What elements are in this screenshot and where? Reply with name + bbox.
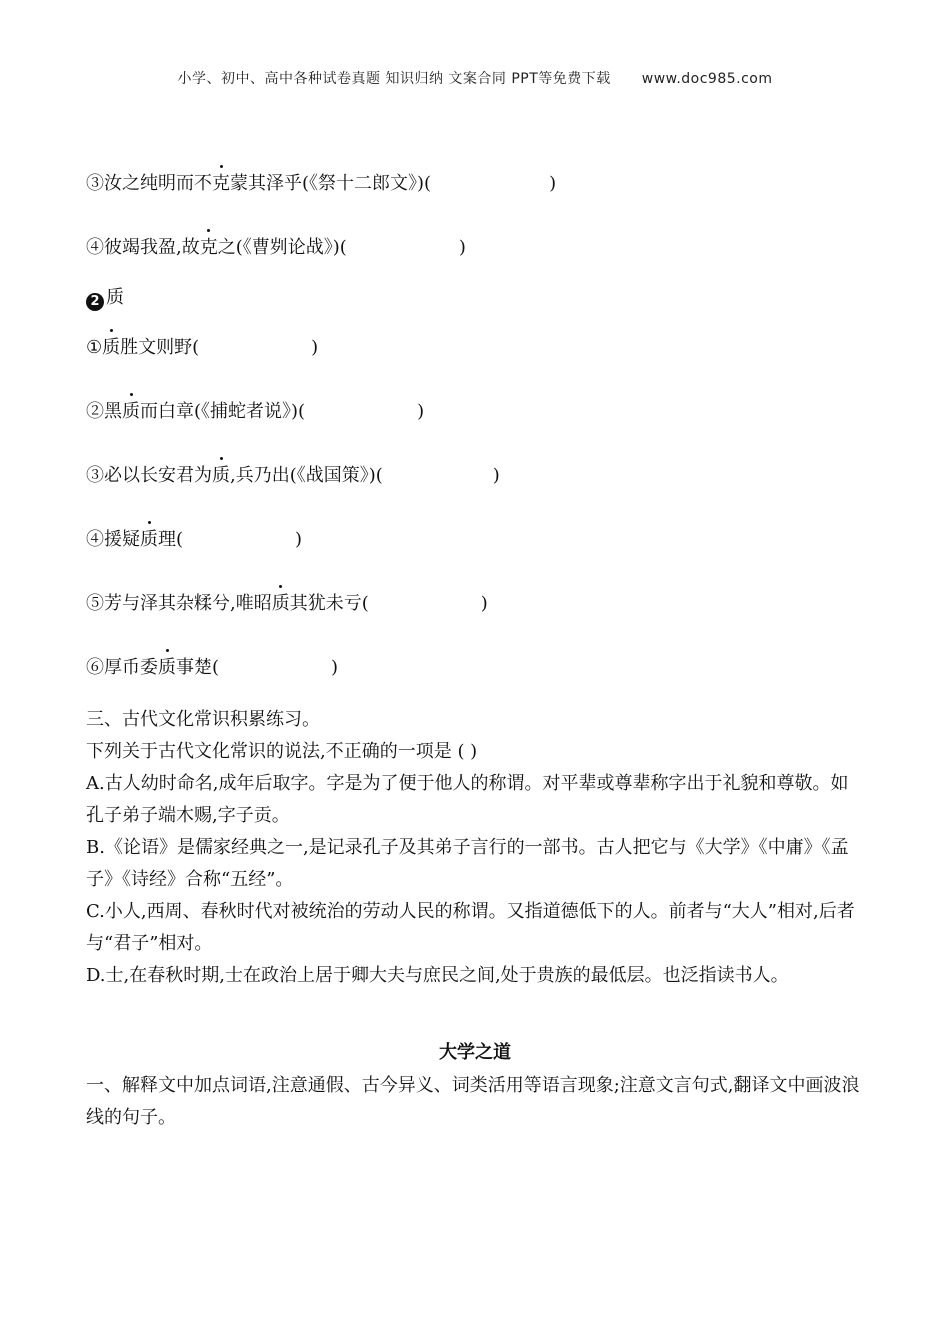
dotted-char: 质 — [122, 399, 140, 425]
section3-question: 下列关于古代文化常识的说法,不正确的一项是 ( ) — [86, 741, 478, 762]
number-marker: 2 — [86, 293, 104, 311]
dotted-char: 克 — [212, 171, 230, 197]
zhi-item-1: ①质胜文则野( ) — [86, 335, 318, 361]
option-d: D.士,在春秋时期,士在政治上居于卿大夫与庶民之间,处于贵族的最低层。也泛指读书人。 — [86, 965, 789, 986]
dotted-char: 质 — [102, 335, 120, 361]
dotted-char: 质 — [158, 655, 176, 681]
dotted-char: 质 — [212, 463, 230, 489]
header-url[interactable]: www.doc985.com — [641, 71, 773, 87]
page-header — [0, 68, 950, 88]
section3 — [86, 704, 866, 992]
dotted-char: 质 — [140, 527, 158, 553]
option-a: A.古人幼时命名,成年后取字。字是为了便于他人的称谓。对平辈或尊辈称字出于礼貌和尊敬。如孔子弟子端木赐,字子贡。 — [86, 773, 849, 826]
section3-heading: 三、古代文化常识积累练习。 — [86, 709, 320, 730]
zhi-item-6: ⑥厚币委质事楚( ) — [86, 655, 338, 681]
dotted-char: 克 — [200, 235, 218, 261]
ke-item-3: ③汝之纯明而不克蒙其泽乎(《祭十二郎文》)( ) — [86, 171, 556, 197]
header-text: 小学、初中、高中各种试卷真题 知识归纳 文案合同 PPT等免费下载 — [177, 71, 611, 87]
option-c: C.小人,西周、春秋时代对被统治的劳动人民的称谓。又指道德低下的人。前者与“大人”相对,后者与“君子”相对。 — [86, 901, 855, 954]
zhi-item-2: ②黑质而白章(《捕蛇者说》)( ) — [86, 399, 424, 425]
section-zhi-heading: 2 质 — [86, 285, 124, 311]
zhi-item-3: ③必以长安君为质,兵乃出(《战国策》)( ) — [86, 463, 500, 489]
zhi-item-5: ⑤芳与泽其杂糅兮,唯昭质其犹未亏( ) — [86, 591, 488, 617]
section-title: 大学之道 — [439, 1042, 511, 1063]
option-b: B.《论语》是儒家经典之一,是记录孔子及其弟子言行的一部书。古人把它与《大学》《中庸》《孟子》《诗经》合称“五经”。 — [86, 837, 849, 890]
instruction: 一、解释文中加点词语,注意通假、古今异义、词类活用等语言现象;注意文言句式,翻译文中画波浪线的句子。 — [86, 1075, 860, 1128]
ke-item-4: ④彼竭我盈,故克之(《曹刿论战》)( ) — [86, 235, 466, 261]
dotted-char: 质 — [272, 591, 290, 617]
zhi-item-4: ④援疑质理( ) — [86, 527, 302, 553]
